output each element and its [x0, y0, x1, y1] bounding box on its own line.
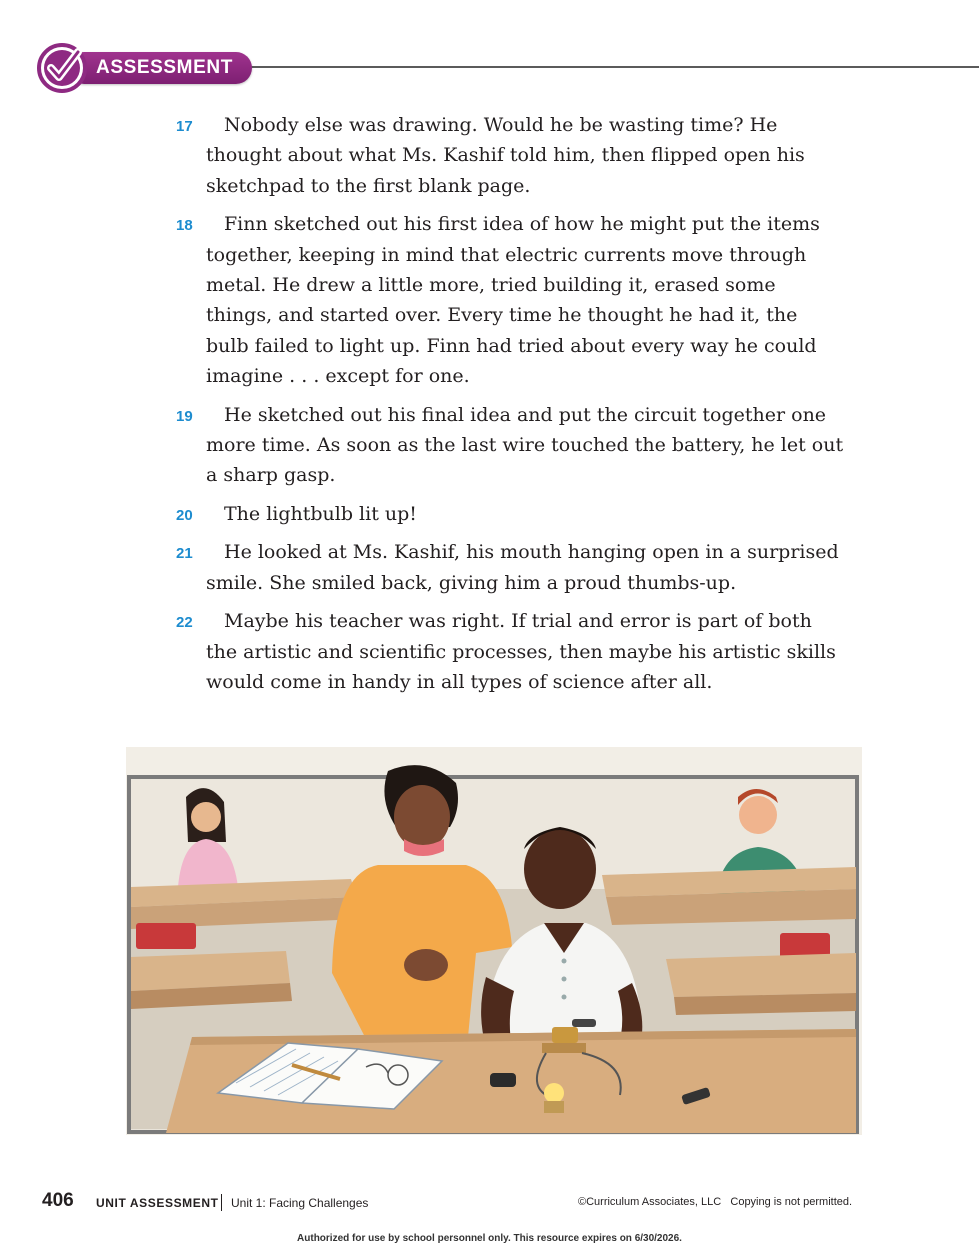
license-notice: Authorized for use by school personnel only. This resource expires on 6/30/2026. [297, 1233, 682, 1244]
page-number: 406 [42, 1190, 74, 1211]
footer-unit: Unit 1: Facing Challenges [231, 1196, 369, 1210]
checkmark-icon [36, 42, 88, 94]
footer-divider [221, 1194, 222, 1211]
paragraph-text: Finn sketched out his first idea of how he might put the items together, keeping in mind that electric currents move through metal. He drew a little more, tried building it, erased some things, and started over. Every time he thought he had it, the bulb failed to light up. Finn had tried about every way he could imagine . . . except for one. [206, 213, 820, 388]
classroom-illustration [126, 747, 862, 1135]
paragraph-20 [0, 499, 846, 529]
paragraph-21 [0, 537, 846, 598]
paragraph-number: 19 [176, 407, 193, 425]
paragraph-number: 22 [176, 614, 193, 632]
paragraph-number: 17 [176, 118, 193, 135]
paragraph-text: The lightbulb lit up! [224, 502, 417, 525]
paragraph-text: He sketched out his final idea and put the circuit together one more time. As soon as the last wire touched the battery, he let out a sharp gasp. [206, 403, 844, 487]
paragraph-19 [0, 400, 846, 491]
paragraph-number: 20 [176, 506, 193, 524]
paragraph-number: 21 [176, 545, 193, 563]
paragraph-text: He looked at Ms. Kashif, his mouth hanging open in a surprised smile. She smiled back, giving him a proud thumbs-up. [206, 541, 839, 594]
paragraph-18 [0, 209, 846, 391]
paragraph-22 [0, 606, 846, 697]
paragraph-17 [0, 110, 846, 201]
page-footer [0, 1190, 979, 1218]
paragraph-text: Nobody else was drawing. Would he be wasting time? He thought about what Ms. Kashif told him, then flipped open his sketchpad to the first blank page. [206, 114, 805, 197]
header-rule [240, 66, 979, 68]
footer-copyright: ©Curriculum Associates, LLC Copying is not permitted. [578, 1196, 853, 1208]
story-text [0, 110, 979, 705]
assessment-label: ASSESSMENT [96, 57, 233, 78]
paragraph-number: 18 [176, 217, 193, 235]
paragraph-text: Maybe his teacher was right. If trial and error is part of both the artistic and scientific processes, then maybe his artistic skills would come in handy in all types of science after all. [206, 610, 836, 693]
footer-title: UNIT ASSESSMENT [96, 1196, 219, 1210]
